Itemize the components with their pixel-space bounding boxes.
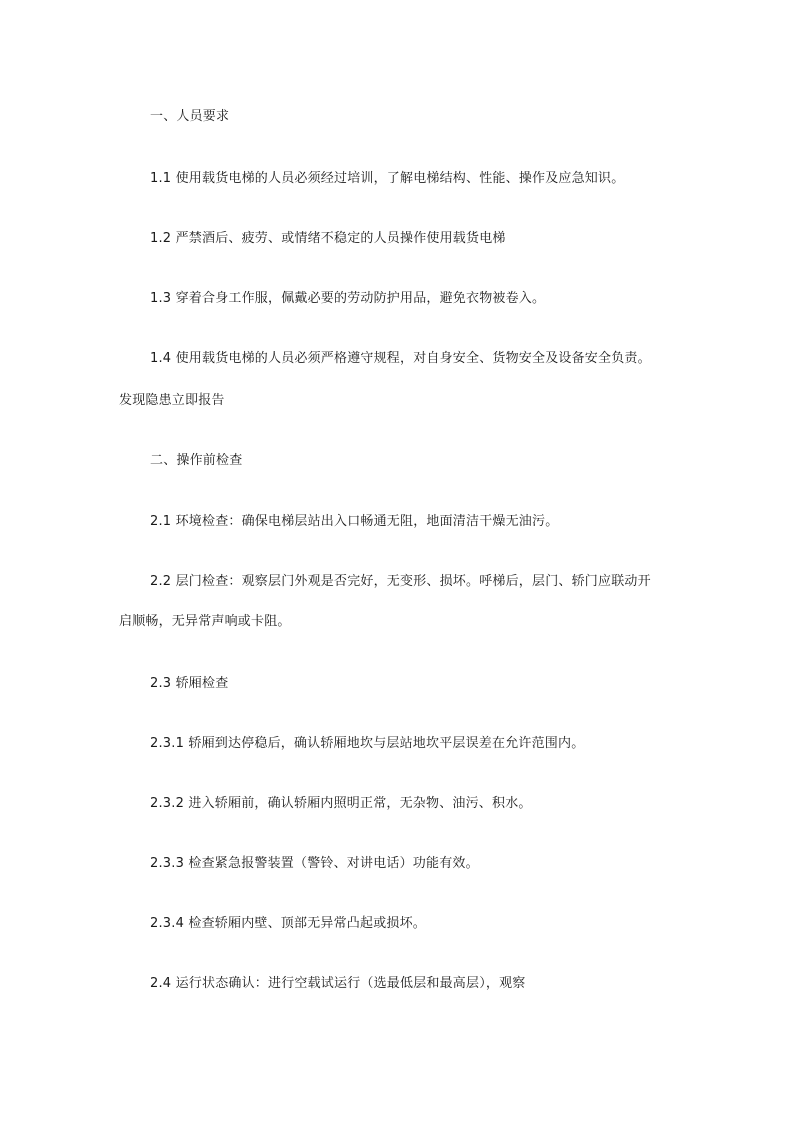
paragraph-2-3-4: 2.3.4 检查轿厢内壁、顶部无异常凸起或损坏。 bbox=[150, 916, 427, 931]
paragraph-1-1: 1.1 使用载货电梯的人员必须经过培训，了解电梯结构、性能、操作及应急知识。 bbox=[150, 171, 625, 186]
section-heading-personnel: 一、人员要求 bbox=[150, 109, 230, 124]
paragraph-1-4-line1: 1.4 使用载货电梯的人员必须严格遵守规程，对自身安全、货物安全及设备安全负责。 bbox=[150, 351, 651, 366]
section-heading-pre-check: 二、操作前检查 bbox=[150, 453, 243, 468]
paragraph-2-2-line2: 启顺畅，无异常声响或卡阻。 bbox=[119, 614, 291, 629]
paragraph-1-2: 1.2 严禁酒后、疲劳、或情绪不稳定的人员操作使用载货电梯 bbox=[150, 231, 506, 246]
paragraph-2-3-1: 2.3.1 轿厢到达停稳后，确认轿厢地坎与层站地坎平层误差在允许范围内。 bbox=[150, 736, 585, 751]
paragraph-2-4: 2.4 运行状态确认：进行空载试运行（选最低层和最高层），观察 bbox=[150, 976, 526, 991]
paragraph-2-1: 2.1 环境检查：确保电梯层站出入口畅通无阻，地面清洁干燥无油污。 bbox=[150, 514, 559, 529]
paragraph-2-3: 2.3 轿厢检查 bbox=[150, 676, 229, 691]
paragraph-1-3: 1.3 穿着合身工作服，佩戴必要的劳动防护用品，避免衣物被卷入。 bbox=[150, 291, 546, 306]
paragraph-1-4-line2: 发现隐患立即报告 bbox=[119, 393, 225, 408]
paragraph-2-3-3: 2.3.3 检查紧急报警装置（警铃、对讲电话）功能有效。 bbox=[150, 856, 479, 871]
paragraph-2-2-line1: 2.2 层门检查：观察层门外观是否完好，无变形、损坏。呼梯后，层门、轿门应联动开 bbox=[150, 574, 651, 589]
paragraph-2-3-2: 2.3.2 进入轿厢前，确认轿厢内照明正常，无杂物、油污、积水。 bbox=[150, 796, 532, 811]
